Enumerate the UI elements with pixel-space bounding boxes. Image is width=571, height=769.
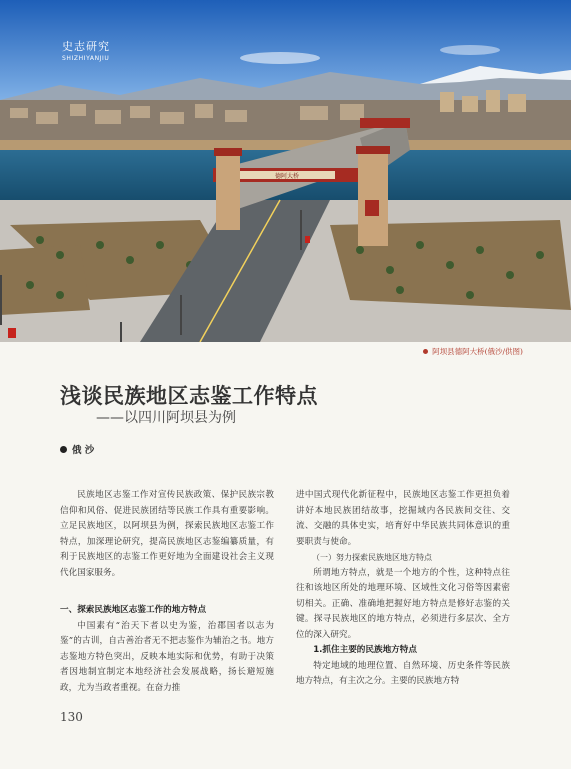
section-name: 史志研究: [62, 40, 110, 53]
intro-paragraph: 民族地区志鉴工作对宣传民族政策、保护民族宗教信仰和风俗、促进民族团结等民族工作具有重要影响。立足民族地区，以阿坝县为例，探索民族地区志鉴工作特点，加深理论研究，提高民族地区志鉴编纂质量，有利于民族地区的志鉴工作更好地为全面建设社会主义现代化国家服务。: [60, 490, 274, 578]
subsection-heading: （一）努力探索民族地区地方特点: [312, 553, 432, 562]
article-subtitle: ——以四川阿坝县为例: [96, 410, 236, 426]
page-number: 130: [60, 710, 83, 724]
section-heading-1: 一、探索民族地区志鉴工作的地方特点: [60, 605, 207, 615]
article-title: 浅谈民族地区志鉴工作特点: [60, 384, 318, 408]
body-paragraph: 特定地域的地理位置、自然环境、历史条件等民族地方特点，有主次之分。主要的民族地方特: [296, 660, 510, 686]
section-tag: [62, 38, 110, 62]
caption-bullet-icon: [423, 349, 428, 354]
body-paragraph: 进中国式现代化新征程中，民族地区志鉴工作更担负着讲好本地民族团结故事，挖掘域内各民族间交往、交流、交融的具体史实，培育好中华民族共同体意识的重要职责与使命。: [296, 490, 510, 547]
caption-text: 阿坝县德阿大桥(俄沙/供图): [432, 347, 523, 356]
author-bullet-icon: [60, 446, 67, 453]
body-paragraph: 中国素有“治天下者以史为鉴，治郡国者以志为鉴”的古训，自古善治者无不把志鉴作为辅治之书。地方志鉴地方特色突出，反映本地实际和优势，有助于决策者因地制宜制定本地经济社会发展战略，扬长避短施政，尤为当政者重视。在奋力推: [60, 620, 274, 693]
photo-caption: [423, 346, 523, 357]
section-pinyin: SHIZHIYANJIU: [62, 55, 110, 62]
point-heading: 1.抓住主要的民族地方特点: [313, 645, 417, 655]
author-name: 俄 沙: [72, 445, 95, 456]
bridge-sign: 德阿大桥: [274, 173, 300, 180]
body-paragraph: 所谓地方特点，就是一个地方的个性，这种特点往往和该地区所处的地理环境、区域性文化习俗等因素密切相关。正确、准确地把握好地方特点是修好志鉴的关键。探寻民族地区的地方特点，必须进行多层次、全方位的深入研究。: [296, 567, 510, 640]
right-column: [296, 488, 510, 690]
left-column: [60, 488, 274, 696]
article-author: [60, 442, 94, 456]
